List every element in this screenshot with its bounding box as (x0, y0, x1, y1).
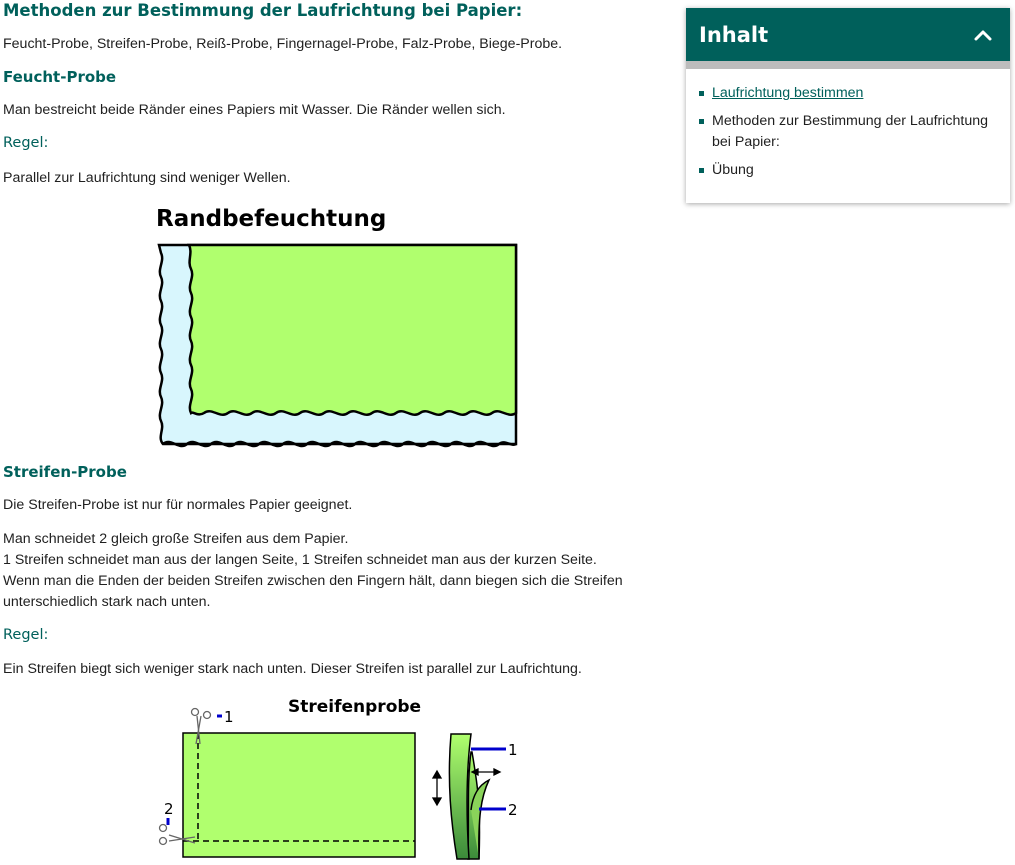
randbefeuchtung-title: Randbefeuchtung (156, 206, 387, 232)
vertical-arrow-icon (433, 771, 441, 805)
streifen-line-4: unterschiedlich stark nach unten. (3, 594, 211, 610)
feucht-rule-label: Regel: (3, 135, 49, 151)
label-2-right: 2 (508, 801, 518, 819)
streifen-line-3: Wenn man die Enden der beiden Streifen zwischen den Fingern hält, dann biegen sich die Streifen (3, 573, 623, 589)
label-2-left: 2 (164, 800, 174, 818)
toc-panel (686, 8, 1010, 203)
streifen-probe-heading: Streifen-Probe (3, 463, 127, 481)
label-1-top: 1 (224, 708, 234, 726)
streifenprobe-title: Streifenprobe (288, 697, 422, 717)
feucht-probe-heading: Feucht-Probe (3, 68, 117, 86)
streifen-line-1: Man schneidet 2 gleich große Streifen aus dem Papier. (3, 531, 349, 547)
streifen-rule-text: Ein Streifen biegt sich weniger stark nach unten. Dieser Streifen ist parallel zur Laufrichtung. (3, 661, 582, 677)
streifenprobe-figure (151, 692, 531, 865)
randbefeuchtung-figure (153, 199, 523, 449)
toc-item-uebung[interactable]: Übung (699, 160, 1002, 181)
toc-title: Inhalt (699, 22, 769, 47)
paper-sheet (183, 733, 415, 857)
methods-heading: Methoden zur Bestimmung der Laufrichtung bei Papier: (3, 1, 523, 20)
toc-divider (686, 61, 1010, 69)
toc-list (686, 69, 1010, 181)
toc-item-laufrichtung (699, 83, 1002, 104)
streifen-line-2: 1 Streifen schneidet man aus der langen Seite, 1 Streifen schneidet man aus der kurzen Seite. (3, 552, 597, 568)
feucht-probe-text: Man bestreicht beide Ränder eines Papiers mit Wasser. Die Ränder wellen sich. (3, 102, 506, 118)
toc-link-laufrichtung[interactable]: Laufrichtung bestimmen (712, 85, 864, 101)
feucht-rule-text: Parallel zur Laufrichtung sind weniger Wellen. (3, 170, 291, 186)
streifen-rule-label: Regel: (3, 627, 49, 643)
label-1-right: 1 (508, 741, 518, 759)
bending-strip-1 (449, 734, 471, 859)
toc-item-methoden[interactable]: Methoden zur Bestimmung der Laufrichtung bei Papier: (699, 111, 1002, 153)
toc-header[interactable] (686, 8, 1010, 61)
methods-list: Feucht-Probe, Streifen-Probe, Reiß-Probe, Fingernagel-Probe, Falz-Probe, Biege-Probe. (3, 36, 563, 52)
horizontal-arrow-icon (472, 769, 500, 775)
chevron-up-icon[interactable] (968, 20, 998, 50)
streifen-intro: Die Streifen-Probe ist nur für normales Papier geeignet. (3, 497, 353, 513)
dry-paper-shape (189, 245, 516, 415)
